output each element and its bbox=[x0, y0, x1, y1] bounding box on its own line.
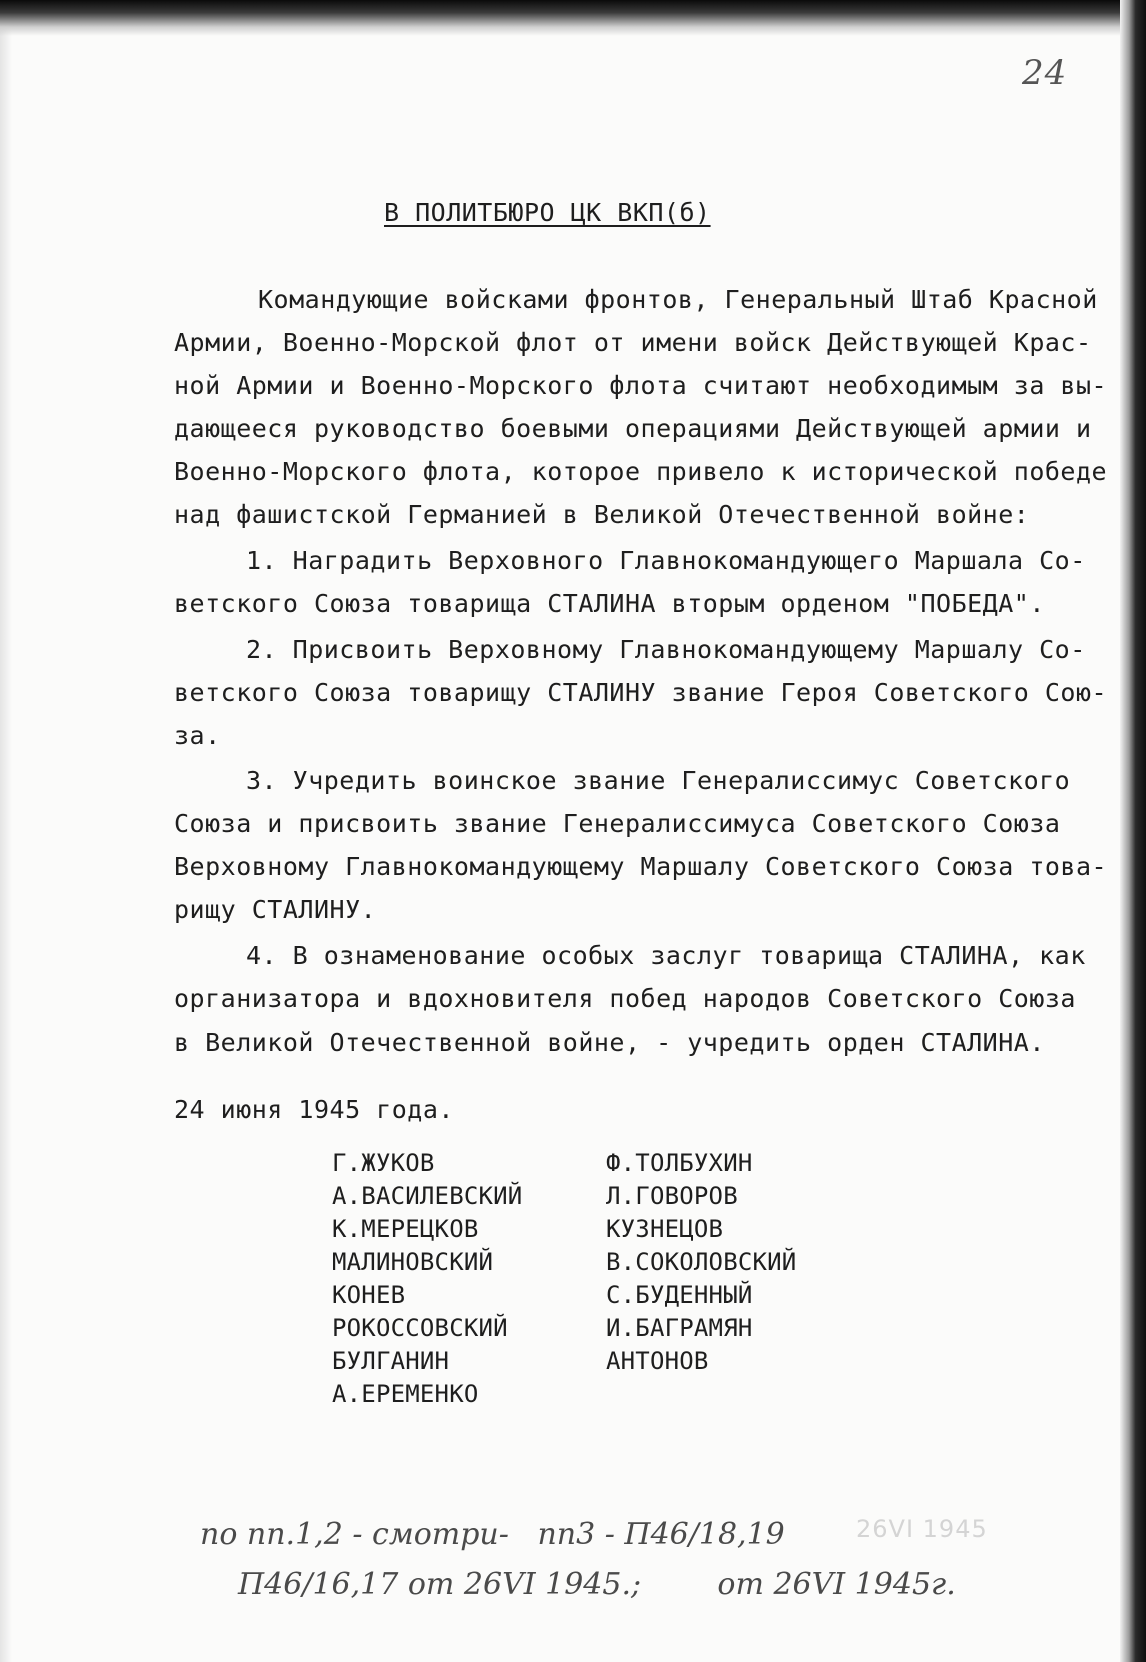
body-line: дающееся руководство боевыми операциями Действующей армии и bbox=[174, 414, 1092, 443]
signature-name: БУЛГАНИН bbox=[332, 1347, 450, 1375]
signature-name: К.МЕРЕЦКОВ bbox=[332, 1215, 479, 1243]
body-line: над фашистской Германией в Великой Отечественной войне: bbox=[174, 500, 1030, 529]
body-line: Союза и присвоить звание Генералиссимуса Советского Союза bbox=[174, 809, 1061, 838]
body-line: ветского Союза товарища СТАЛИНА вторым орденом "ПОБЕДА". bbox=[174, 589, 1045, 618]
body-line: ветского Союза товарищу СТАЛИНУ звание Героя Советского Сою- bbox=[174, 678, 1108, 707]
page-number: 24 bbox=[1022, 53, 1068, 93]
document-date: 24 июня 1945 года. bbox=[174, 1095, 454, 1124]
signature-name: А.ВАСИЛЕВСКИЙ bbox=[332, 1182, 523, 1210]
signature-name: И.БАГРАМЯН bbox=[606, 1314, 753, 1342]
signature-name: МАЛИНОВСКИЙ bbox=[332, 1248, 494, 1276]
signature-name: Л.ГОВОРОВ bbox=[606, 1182, 738, 1210]
signature-name: КОНЕВ bbox=[332, 1281, 406, 1309]
body-line: Командующие войсками фронтов, Генеральный Штаб Красной bbox=[258, 285, 1098, 314]
body-line: 1. Наградить Верховного Главнокомандующего Маршала Со- bbox=[246, 546, 1086, 575]
signature-name: АНТОНОВ bbox=[606, 1347, 709, 1375]
handwritten-note: П46/16,17 от 26VI 1945.; от 26VI 1945г. bbox=[238, 1567, 956, 1602]
scan-edge-right bbox=[1120, 0, 1146, 1662]
body-line: организатора и вдохновителя побед народов Советского Союза bbox=[174, 984, 1076, 1013]
signature-name: Г.ЖУКОВ bbox=[332, 1149, 435, 1177]
document-heading: В ПОЛИТБЮРО ЦК ВКП(б) bbox=[384, 198, 711, 227]
scan-edge-top bbox=[0, 0, 1146, 36]
body-line: 4. В ознаменование особых заслуг товарища СТАЛИНА, как bbox=[246, 941, 1086, 970]
body-line: 3. Учредить воинское звание Генералиссимус Советского bbox=[246, 766, 1071, 795]
signature-name: РОКОССОВСКИЙ bbox=[332, 1314, 508, 1342]
signature-name: КУЗНЕЦОВ bbox=[606, 1215, 724, 1243]
body-line: за. bbox=[174, 721, 221, 750]
body-line: Верховному Главнокомандующему Маршалу Советского Союза това- bbox=[174, 852, 1108, 881]
body-line: Армии, Военно-Морской флот от имени войск Действующей Крас- bbox=[174, 328, 1092, 357]
body-line: 2. Присвоить Верховному Главнокомандующему Маршалу Со- bbox=[246, 635, 1086, 664]
body-line: рищу СТАЛИНУ. bbox=[174, 895, 377, 924]
body-line: Военно-Морского флота, которое привело к исторической победе bbox=[174, 457, 1108, 486]
signature-name: В.СОКОЛОВСКИЙ bbox=[606, 1248, 797, 1276]
scan-edge-left bbox=[0, 0, 12, 1662]
handwritten-note: по пп.1,2 - смотри- пп3 - П46/18,19 bbox=[200, 1517, 785, 1552]
signature-name: С.БУДЕННЫЙ bbox=[606, 1281, 753, 1309]
body-line: в Великой Отечественной войне, - учредить орден СТАЛИНА. bbox=[174, 1028, 1045, 1057]
signature-name: Ф.ТОЛБУХИН bbox=[606, 1149, 753, 1177]
faint-stamp: 26VI 1945 bbox=[856, 1515, 988, 1543]
signature-name: А.ЕРЕМЕНКО bbox=[332, 1380, 479, 1408]
body-line: ной Армии и Военно-Морского флота считают необходимым за вы- bbox=[174, 371, 1108, 400]
